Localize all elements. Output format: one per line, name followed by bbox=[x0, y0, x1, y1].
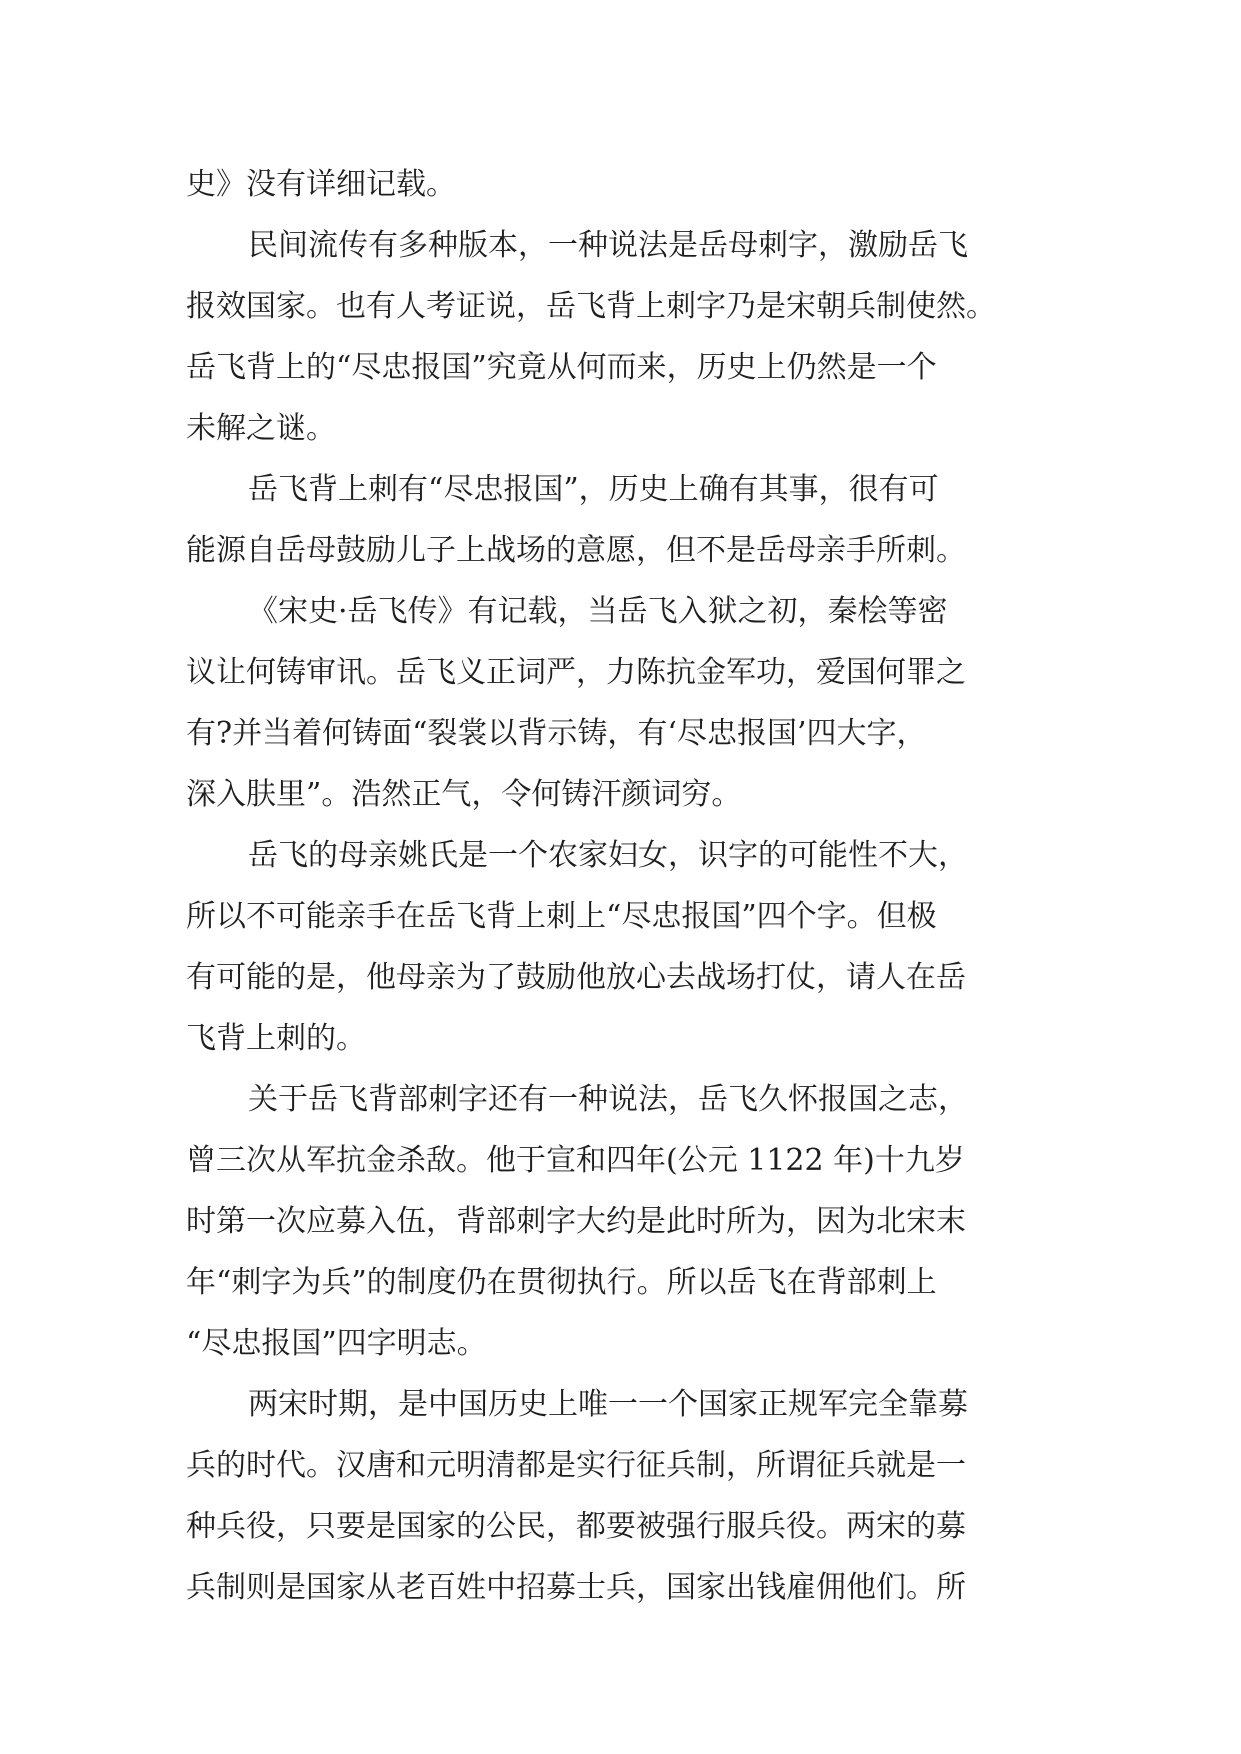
text-line: 兵制则是国家从老百姓中招募士兵，国家出钱雇佣他们。所 bbox=[186, 1570, 966, 1605]
text-line: 有?并当着何铸面“裂裳以背示铸，有‘尽忠报国’四大字， bbox=[186, 716, 927, 751]
text-line: 有可能的是，他母亲为了鼓励他放心去战场打仗，请人在岳 bbox=[186, 960, 966, 995]
paragraph-first-line: 两宋时期，是中国历史上唯一一个国家正规军完全靠募 bbox=[248, 1387, 968, 1422]
text-line: 深入肤里”。浩然正气，令何铸汗颜词穷。 bbox=[186, 777, 742, 812]
text-line: 曾三次从军抗金杀敌。他于宣和四年(公元 1122 年)十九岁 bbox=[186, 1143, 965, 1178]
text-line: 兵的时代。汉唐和元明清都是实行征兵制，所谓征兵就是一 bbox=[186, 1448, 966, 1483]
text-line: 种兵役，只要是国家的公民，都要被强行服兵役。两宋的募 bbox=[186, 1509, 966, 1544]
text-line: 时第一次应募入伍，背部刺字大约是此时所为，因为北宋末 bbox=[186, 1204, 966, 1239]
text-line: 飞背上刺的。 bbox=[186, 1021, 366, 1056]
text-line: 岳飞背上的“尽忠报国”究竟从何而来，历史上仍然是一个 bbox=[186, 350, 937, 385]
text-line: 议让何铸审讯。岳飞义正词严，力陈抗金军功，爱国何罪之 bbox=[186, 655, 966, 690]
paragraph-first-line: 岳飞的母亲姚氏是一个农家妇女，识字的可能性不大， bbox=[248, 838, 968, 873]
paragraph-first-line: 民间流传有多种版本，一种说法是岳母刺字，激励岳飞 bbox=[248, 228, 968, 263]
text-line: 能源自岳母鼓励儿子上战场的意愿，但不是岳母亲手所刺。 bbox=[186, 533, 966, 568]
text-line: 史》没有详细记载。 bbox=[186, 167, 456, 202]
text-line: 年“刺字为兵”的制度仍在贯彻执行。所以岳飞在背部刺上 bbox=[186, 1265, 937, 1300]
article-body bbox=[186, 154, 1066, 1618]
text-line: 所以不可能亲手在岳飞背上刺上“尽忠报国”四个字。但极 bbox=[186, 899, 937, 934]
text-line: 未解之谜。 bbox=[186, 411, 336, 446]
paragraph-first-line: 《宋史·岳飞传》有记载，当岳飞入狱之初，秦桧等密 bbox=[248, 594, 948, 629]
text-line: 报效国家。也有人考证说，岳飞背上刺字乃是宋朝兵制使然。 bbox=[186, 289, 996, 324]
paragraph-first-line: 关于岳飞背部刺字还有一种说法，岳飞久怀报国之志， bbox=[248, 1082, 968, 1117]
text-line: “尽忠报国”四字明志。 bbox=[186, 1326, 487, 1361]
paragraph-first-line: 岳飞背上刺有“尽忠报国”，历史上确有其事，很有可 bbox=[248, 472, 939, 507]
